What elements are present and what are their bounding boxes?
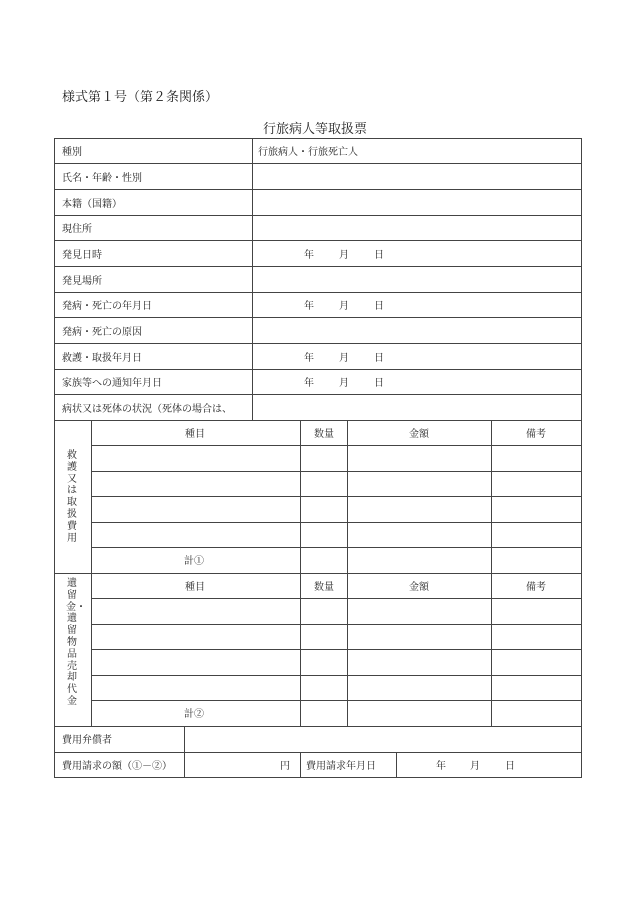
payer-label: 費用弁償者	[62, 735, 112, 746]
section1-header-item: 種目	[185, 429, 205, 440]
row-label-found-place: 発見場所	[62, 276, 102, 287]
section1-header-amount: 金額	[409, 429, 429, 440]
day-unit: 日	[374, 353, 384, 364]
section1-header-note: 備考	[526, 429, 546, 440]
form-number: 様式第１号（第２条関係）	[62, 90, 219, 105]
section2-vertical-label: 遺留金・遺留物品売却代金	[66, 578, 86, 707]
year-unit: 年	[436, 761, 446, 772]
section1-total-label: 計①	[184, 556, 204, 567]
row-label-domicile: 本籍（国籍）	[62, 199, 122, 210]
day-unit: 日	[505, 761, 515, 772]
year-unit: 年	[304, 301, 314, 312]
day-unit: 日	[374, 250, 384, 261]
row-label-found-datetime: 発見日時	[62, 250, 102, 261]
section2-header-item: 種目	[185, 582, 205, 593]
claim-date-label: 費用請求年月日	[306, 761, 376, 772]
section1-vertical-label: 救護又は取扱費用	[67, 450, 77, 544]
month-unit: 月	[339, 250, 349, 261]
year-unit: 年	[304, 378, 314, 389]
row-label-rescue-date: 救護・取扱年月日	[62, 353, 142, 364]
row-label-name-age-sex: 氏名・年齢・性別	[62, 173, 142, 184]
month-unit: 月	[339, 353, 349, 364]
row-label-onset-death-cause: 発病・死亡の原因	[62, 327, 142, 338]
claim-amount-label: 費用請求の額（①－②）	[62, 761, 172, 772]
form-title: 行旅病人等取扱票	[262, 122, 367, 137]
day-unit: 日	[374, 301, 384, 312]
section1-header-qty: 数量	[314, 429, 334, 440]
yen-unit: 円	[280, 761, 290, 772]
row-label-type: 種別	[62, 147, 82, 158]
row-label-onset-death-date: 発病・死亡の年月日	[62, 301, 152, 312]
month-unit: 月	[339, 378, 349, 389]
section2-total-label: 計②	[184, 709, 204, 720]
section2-header-note: 備考	[526, 582, 546, 593]
day-unit: 日	[374, 378, 384, 389]
section2-header-amount: 金額	[409, 582, 429, 593]
row-value-type: 行旅病人・行旅死亡人	[258, 147, 358, 158]
year-unit: 年	[304, 353, 314, 364]
month-unit: 月	[339, 301, 349, 312]
row-label-address: 現住所	[62, 224, 92, 235]
year-unit: 年	[304, 250, 314, 261]
month-unit: 月	[470, 761, 480, 772]
form-table	[54, 138, 582, 778]
row-label-family-notice-date: 家族等への通知年月日	[62, 378, 162, 389]
row-label-condition: 病状又は死体の状況（死体の場合は、	[62, 404, 232, 415]
section2-header-qty: 数量	[314, 582, 334, 593]
